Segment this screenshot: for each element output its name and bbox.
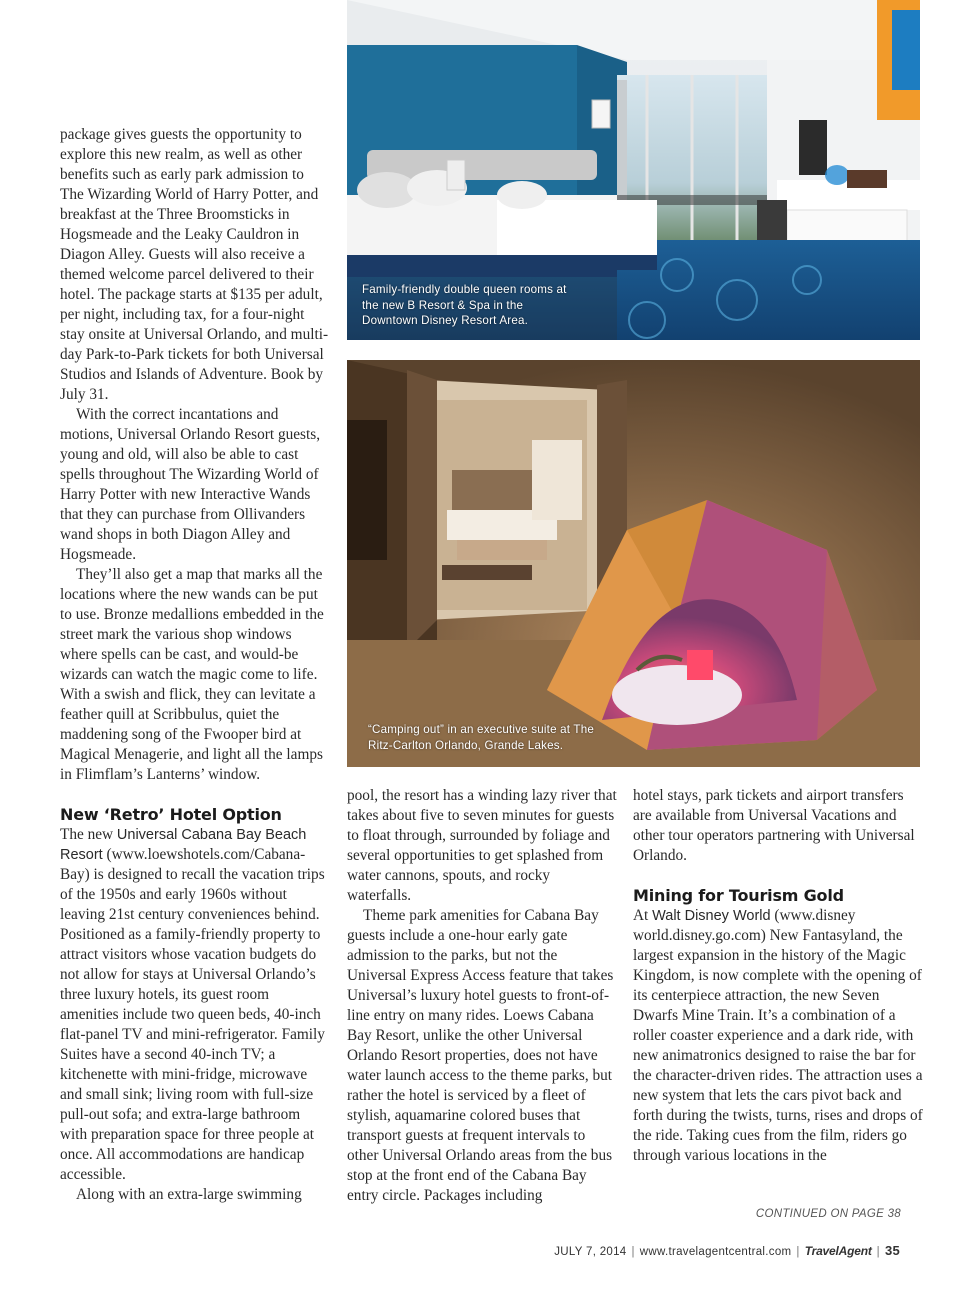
photo-caption-1: Family-friendly double queen rooms at the new B Resort & Spa in the Downtown Disney Resort Area. (362, 283, 567, 327)
photo-tent-suite (347, 360, 920, 767)
col3-paragraph-2 (633, 906, 925, 1166)
magazine-brand: TravelAgent (804, 1244, 872, 1258)
issue-date: JULY 7, 2014 (554, 1246, 627, 1258)
text-span: (www.disney world.disney.go.com) New Fantasyland, the largest expansion in the history of the Magic Kingdom, is now complete with the opening of its centerpiece attraction, the new Seven Dwarfs Mine Train. It’s a combination of a roller coaster experience and a dark ride, with new animatronics designed to raise the bar for the character-driven rides. The attraction uses a new system that lets the cars pivot back and forth during the twists, turns, rises and drops of the ride. Taking cues from the film, riders go through various locations in the (633, 907, 923, 1164)
photo-caption-2: “Camping out” in an executive suite at The Ritz-Carlton Orlando, Grande Lakes. (368, 723, 595, 752)
website-url: www.travelagentcentral.com (639, 1246, 792, 1258)
col1-paragraph-2: With the correct incantations and motions, Universal Orlando Resort guests, young and old, will also be able to cast spells throughout The Wizarding World of Harry Potter with new Interactive Wands that they can purchase from Ollivanders wand shops in both Diagon Alley and Hogsmeade. (60, 406, 321, 563)
article-column-1 (60, 125, 330, 1205)
section-heading-tourism-gold: Mining for Tourism Gold (633, 886, 844, 905)
text-span: At (633, 907, 653, 924)
section-heading-retro-hotel: New ‘Retro’ Hotel Option (60, 805, 282, 824)
col1-paragraph-4 (60, 825, 330, 1185)
article-column-2 (347, 786, 617, 1206)
col1-paragraph-1: package gives guests the opportunity to explore this new realm, as well as other benefits such as early park admission to The Wizarding World of Harry Potter, and breakfast at the Three Broomsticks in Hogsmeade and the Leaky Cauldron in Diagon Alley. Guests will also receive a themed welcome parcel delivered to their hotel. The package starts at $135 per adult, per night, including tax, for a four-night stay onsite at Universal Orlando, and multi-day Park-to-Park tickets for both Universal Studios and Islands of Adventure. Book by July 31. (60, 126, 329, 403)
tent-suite-illustration (347, 360, 920, 767)
text-span: The new (60, 826, 117, 843)
page-footer: JULY 7, 2014 | www.travelagentcentral.com | TravelAgent | 35 (554, 1243, 900, 1258)
continued-note: CONTINUED ON PAGE 38 (755, 1208, 901, 1220)
col2-paragraph-1: pool, the resort has a winding lazy river that takes about five to seven minutes for guests to float through, surrounded by foliage and several opportunities to get splashed from water cannons, spouts, and rocky waterfalls. (347, 787, 617, 904)
col1-paragraph-5: Along with an extra-large swimming (76, 1186, 302, 1203)
col3-paragraph-1: hotel stays, park tickets and airport transfers are available from Universal Vacations and other tour operators partnering with Universal Orlando. (633, 787, 915, 864)
hotel-name: Universal Cabana Bay Beach Resort (60, 827, 307, 863)
resort-name: Walt Disney World (652, 908, 771, 924)
col2-paragraph-2: Theme park amenities for Cabana Bay guests include a one-hour early gate admission to the parks, but not the Universal Express Access feature that takes Universal’s luxury hotel guests to front-of-line entry on many rides. Loews Cabana Bay Resort, unlike the other Universal Orlando Resort properties, does not have water launch access to the theme parks, but rather the hotel is serviced by a fleet of stylish, aquamarine colored buses that transport guests at frequent intervals to other Universal Orlando areas from the bus stop at the front end of the Cabana Bay entry circle. Packages including (347, 907, 614, 1204)
text-span: (www.loewshotels.com/Cabana-Bay) is designed to recall the vacation trips of the 1950s and early 1960s without leaving 21st century conveniences behind. Positioned as a family-friendly property to attract visitors whose vacation budgets do not allow for stays at Universal Orlando’s three luxury hotels, its guest room amenities include two queen beds, 40-inch flat-panel TV and mini-refrigerator. Family Suites have a second 40-inch TV; a kitchenette with mini-fridge, microwave and small sink; living room with full-size pull-out sofa; and extra-large bathroom with preparation space for three people at once. All accommodations are handicap accessible. (60, 846, 325, 1183)
page-number: 35 (884, 1243, 900, 1258)
col1-paragraph-3: They’ll also get a map that marks all the locations where the new wands can be put to use. Bronze medallions embedded in the street mark the various shop windows where spells can be cast, and would-be wizards can watch the magic come to life. With a swish and flick, they can levitate a feather quill at Scribbulus, quiet the maddening song of the Fwooper bird at Magical Menagerie, and light all the lamps in Flimflam’s Lanterns’ window. (60, 566, 324, 783)
article-column-3 (633, 786, 925, 1166)
